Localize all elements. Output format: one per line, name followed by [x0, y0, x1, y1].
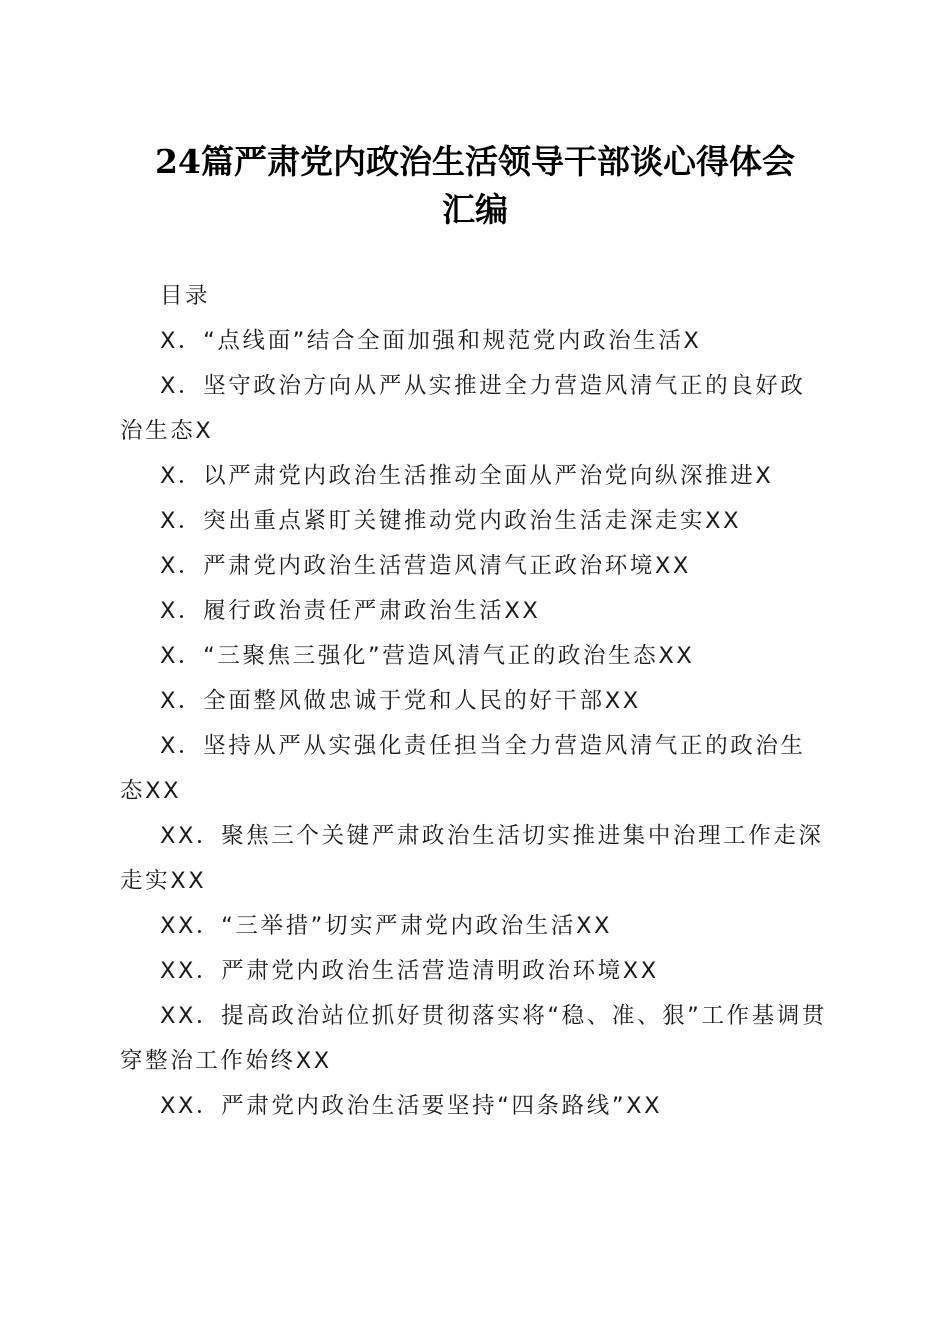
toc-item[interactable]: X．履行政治责任严肃政治生活XX [160, 598, 541, 624]
toc-item[interactable]: XX．严肃党内政治生活要坚持“四条路线”XX [160, 1093, 663, 1119]
toc-item[interactable]: X．突出重点紧盯关键推动党内政治生活走深走实XX [160, 508, 742, 534]
toc-item[interactable]: X．以严肃党内政治生活推动全面从严治党向纵深推进X [160, 463, 774, 489]
document-title-line-1: 24篇严肃党内政治生活领导干部谈心得体会 [155, 142, 795, 181]
document-title-line-2: 汇编 [442, 190, 508, 229]
toc-item[interactable]: X．“三聚焦三强化”营造风清气正的政治生态XX [160, 643, 695, 669]
document-title [120, 138, 830, 234]
toc-item[interactable]: X．全面整风做忠诚于党和人民的好干部XX [160, 688, 641, 714]
toc-item[interactable]: X．坚守政治方向从严从实推进全力营造风清气正的良好政治生态X [120, 373, 806, 444]
toc-item[interactable]: X．“点线面”结合全面加强和规范党内政治生活X [160, 328, 702, 354]
toc-item[interactable]: XX．“三举措”切实严肃党内政治生活XX [160, 913, 612, 939]
toc-item[interactable]: X．严肃党内政治生活营造风清气正政治环境XX [160, 553, 691, 579]
toc-item[interactable]: XX．提高政治站位抓好贯彻落实将“稳、准、狠”工作基调贯穿整治工作始终XX [120, 1003, 827, 1074]
toc-heading: 目录 [160, 283, 211, 309]
toc-item[interactable]: X．坚持从严从实强化责任担当全力营造风清气正的政治生态XX [120, 733, 806, 804]
toc-item[interactable]: XX．聚焦三个关键严肃政治生活切实推进集中治理工作走深走实XX [120, 823, 824, 894]
table-of-contents [120, 274, 828, 1129]
toc-item[interactable]: XX．严肃党内政治生活营造清明政治环境XX [160, 958, 659, 984]
